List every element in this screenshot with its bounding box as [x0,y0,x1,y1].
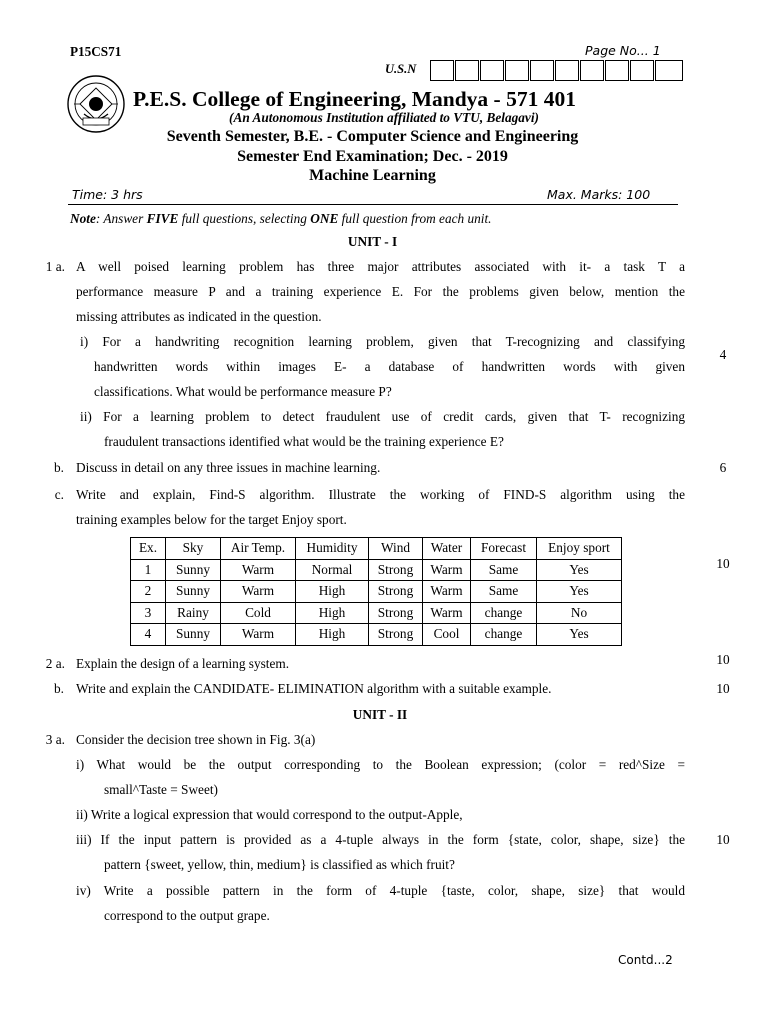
question-number: b. [54,681,64,696]
question-number: 2 a. [45,656,65,671]
table-cell: Strong [369,624,423,646]
table-header: Forecast [471,538,537,560]
table-header: Humidity [296,538,369,560]
usn-box [655,60,683,81]
note-text: full question from each unit. [338,211,492,226]
usn-label: U.S.N [385,62,417,76]
table-header: Sky [166,538,221,560]
sub-question-text: iv) Write a possible pattern in the form of 4-tuple {taste, color, shape, size} that would [76,883,685,898]
table-cell: Yes [537,624,622,646]
sub-question-text: pattern {sweet, yellow, thin, medium} is classified as which fruit? [104,857,455,872]
table-cell: Same [471,581,537,603]
table-cell: Sunny [166,559,221,581]
table-cell: Rainy [166,602,221,624]
table-cell: Warm [221,559,296,581]
marks-value: 10 [716,832,730,847]
table-cell: change [471,624,537,646]
usn-box [555,60,579,81]
table-cell: High [296,624,369,646]
sub-question-text: i) For a handwriting recognition learning problem, given that T-recognizing and classifying [80,334,685,349]
paper-code: P15CS71 [70,44,122,59]
header-divider [68,204,678,205]
sub-question-text: small^Taste = Sweet) [104,782,218,797]
sub-question-text: classifications. What would be performance measure P? [94,384,392,399]
note-prefix: Note [70,211,96,226]
question-text: performance measure P and a training experience E. For the problems given below, mention the [76,284,685,299]
marks-value: 10 [716,681,730,696]
table-cell: Cold [221,602,296,624]
marks-value: 10 [716,652,730,667]
question-text: A well poised learning problem has three major attributes associated with it- a task T a [76,259,685,274]
table-cell: 2 [131,581,166,603]
table-header: Air Temp. [221,538,296,560]
table-cell: Warm [423,559,471,581]
table-cell: Cool [423,624,471,646]
question-number: 1 a. [45,259,65,274]
sub-question-text: iii) If the input pattern is provided as a 4-tuple always in the form {state, color, shape, size} the [76,832,685,847]
table-cell: No [537,602,622,624]
question-text: Consider the decision tree shown in Fig. 3(a) [76,732,316,747]
max-marks: Max. Marks: 100 [547,187,651,202]
table-header: Enjoy sport [537,538,622,560]
usn-box [630,60,654,81]
table-cell: change [471,602,537,624]
training-examples-table [130,537,622,646]
note-one: ONE [310,211,339,226]
instruction-note [70,211,491,227]
unit-1-heading: UNIT - I [347,234,398,249]
sub-question-text: fraudulent transactions identified what would be the training experience E? [104,434,504,449]
continued-marker: Contd...2 [618,953,673,967]
question-number: c. [54,487,64,502]
table-cell: High [296,602,369,624]
sub-question-text: i) What would be the output corresponding to the Boolean expression; (color = red^Size = [76,757,685,772]
table-header: Ex. [131,538,166,560]
usn-box [505,60,529,81]
table-cell: Warm [423,581,471,603]
subject-title: Machine Learning [309,167,436,184]
question-text: missing attributes as indicated in the question. [76,309,322,324]
table-cell: Yes [537,581,622,603]
table-row [131,559,622,581]
table-cell: Warm [423,602,471,624]
table-cell: Warm [221,624,296,646]
note-text: : Answer [95,211,147,226]
table-row [131,624,622,646]
usn-box [480,60,504,81]
marks-value: 4 [719,347,727,362]
table-cell: High [296,581,369,603]
note-five: FIVE [146,211,179,226]
question-text: Write and explain, Find-S algorithm. Illustrate the working of FIND-S algorithm using the [76,487,685,502]
table-row [131,581,622,603]
table-cell: 1 [131,559,166,581]
usn-box [530,60,554,81]
sub-question-text: correspond to the output grape. [104,908,270,923]
question-number: b. [54,460,64,475]
unit-2-heading: UNIT - II [352,707,408,722]
table-header: Water [423,538,471,560]
question-number: 3 a. [45,732,65,747]
table-cell: Same [471,559,537,581]
exam-duration: Time: 3 hrs [72,187,143,202]
table-cell: Warm [221,581,296,603]
sub-question-text: ii) For a learning problem to detect fraudulent use of credit cards, given that T- recognizing [80,409,685,424]
usn-box [430,60,454,81]
question-text: Write and explain the CANDIDATE- ELIMINATION algorithm with a suitable example. [76,681,552,696]
table-cell: 4 [131,624,166,646]
usn-box [580,60,604,81]
usn-box [605,60,629,81]
table-header: Wind [369,538,423,560]
usn-box [455,60,479,81]
exam-title: Semester End Examination; Dec. - 2019 [237,148,508,165]
table-row [131,602,622,624]
question-text: Explain the design of a learning system. [76,656,290,671]
table-cell: Strong [369,602,423,624]
affiliation: (An Autonomous Institution affiliated to VTU, Belagavi) [229,110,539,125]
table-cell: Sunny [166,624,221,646]
question-text: Discuss in detail on any three issues in machine learning. [76,460,381,475]
marks-value: 6 [719,460,727,475]
question-text: training examples below for the target Enjoy sport. [76,512,347,527]
table-header-row [131,538,622,560]
table-cell: Strong [369,559,423,581]
table-cell: Strong [369,581,423,603]
marks-value: 10 [716,556,730,571]
semester-title: Seventh Semester, B.E. - Computer Science and Engineering [166,128,579,145]
sub-question-text: handwritten words within images E- a database of handwritten words with given [94,359,685,374]
table-cell: Yes [537,559,622,581]
page-number: Page No... 1 [585,43,661,58]
college-name: P.E.S. College of Engineering, Mandya - 571 401 [133,87,576,111]
table-cell: Normal [296,559,369,581]
note-text: full questions, selecting [178,211,311,226]
table-cell: Sunny [166,581,221,603]
table-cell: 3 [131,602,166,624]
sub-question-text: ii) Write a logical expression that would correspond to the output-Apple, [76,807,463,822]
